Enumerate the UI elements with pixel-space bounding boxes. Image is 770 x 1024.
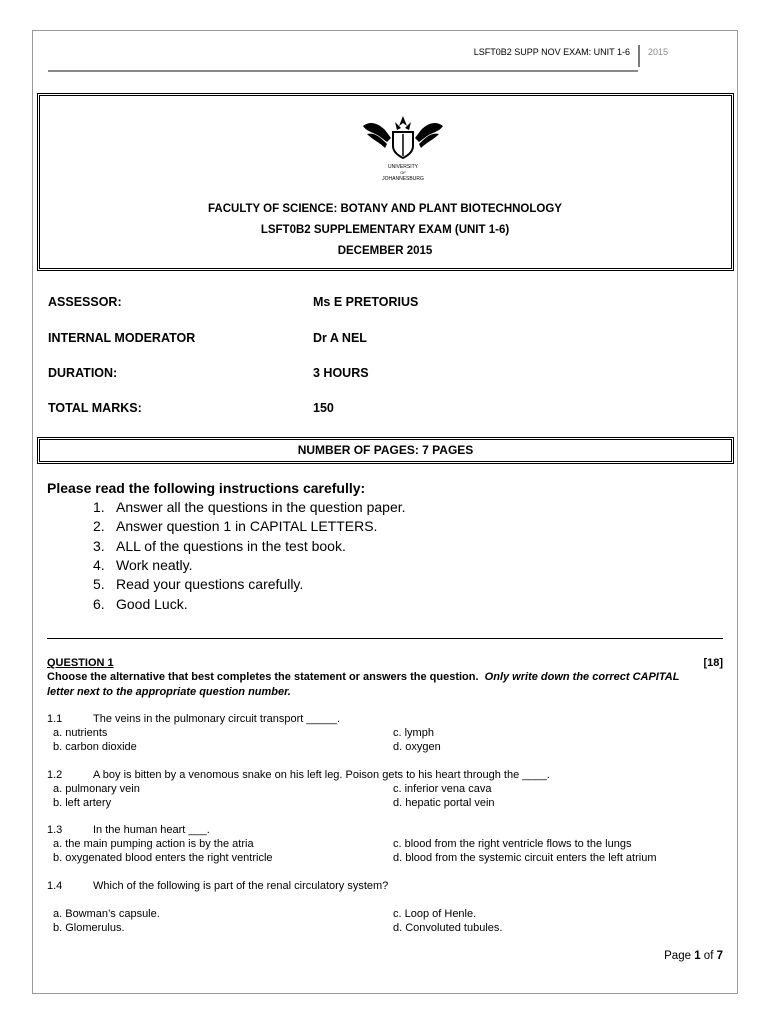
option-a: a. the main pumping action is by the atria xyxy=(53,838,254,850)
option-d: d. hepatic portal vein xyxy=(393,797,495,809)
instruction-item xyxy=(93,557,193,573)
exam-date: DECEMBER 2015 xyxy=(337,245,433,257)
instruction-number: 1. xyxy=(93,499,105,515)
header-separator xyxy=(638,45,640,67)
question-number: 1.1 xyxy=(47,713,63,725)
question-title: QUESTION 1 xyxy=(47,657,114,669)
option-d: d. blood from the systemic circuit enters the left atrium xyxy=(393,852,657,864)
running-header xyxy=(0,45,770,65)
instruction-item xyxy=(93,518,377,534)
question-text: A boy is bitten by a venomous snake on his left leg. Poison gets to his heart through the ____. xyxy=(93,769,550,781)
university-logo-icon xyxy=(357,112,449,184)
instruction-text: ALL of the questions in the test book. xyxy=(116,538,346,554)
moderator-value: Dr A NEL xyxy=(313,331,367,345)
header-code: LSFT0B2 SUPP NOV EXAM: UNIT 1-6 xyxy=(473,47,630,57)
faculty-title: FACULTY OF SCIENCE: BOTANY AND PLANT BIOTECHNOLOGY xyxy=(208,203,562,215)
option-d: d. Convoluted tubules. xyxy=(393,922,503,934)
question-instruction xyxy=(47,670,707,700)
option-d: d. oxygen xyxy=(393,741,441,753)
question-text: In the human heart ___. xyxy=(93,824,210,836)
question-stem xyxy=(47,769,550,781)
assessor-value: Ms E PRETORIUS xyxy=(313,295,419,309)
option-b: b. oxygenated blood enters the right ventricle xyxy=(53,852,273,864)
total-pages: 7 xyxy=(716,950,723,962)
current-page: 1 xyxy=(694,950,701,962)
logo-text-johannesburg: JOHANNESBURG xyxy=(382,176,424,182)
instruction-text: Good Luck. xyxy=(116,596,188,612)
question-text: Which of the following is part of the renal circulatory system? xyxy=(93,880,389,892)
question-number: 1.2 xyxy=(47,769,63,781)
option-a: a. pulmonary vein xyxy=(53,783,140,795)
question-stem xyxy=(47,824,210,836)
instruction-text: Answer question 1 in CAPITAL LETTERS. xyxy=(116,518,378,534)
question-text: The veins in the pulmonary circuit transport _____. xyxy=(93,713,341,725)
option-c: c. blood from the right ventricle flows to the lungs xyxy=(393,838,632,850)
of-word: of xyxy=(703,950,714,962)
option-b: b. left artery xyxy=(53,797,112,809)
moderator-label: INTERNAL MODERATOR xyxy=(48,331,196,345)
instruction-text: Answer all the questions in the question paper. xyxy=(116,499,406,515)
instruction-italic: Only write down the correct CAPITAL letter next to the appropriate question number. xyxy=(47,671,680,698)
option-b: b. Glomerulus. xyxy=(53,922,125,934)
instruction-number: 2. xyxy=(93,518,105,534)
section-divider xyxy=(47,638,723,639)
instruction-number: 6. xyxy=(93,596,105,612)
instruction-item xyxy=(93,576,303,592)
pages-banner: NUMBER OF PAGES: 7 PAGES xyxy=(37,437,734,464)
total-marks-label: TOTAL MARKS: xyxy=(48,401,142,415)
total-marks-value: 150 xyxy=(313,401,334,415)
option-a: a. Bowman’s capsule. xyxy=(53,908,160,920)
instruction-plain: Choose the alternative that best completes the statement or answers the question. xyxy=(47,671,479,683)
page-number xyxy=(664,950,723,962)
duration-label: DURATION: xyxy=(48,366,118,380)
instruction-text: Read your questions carefully. xyxy=(116,576,304,592)
option-c: c. lymph xyxy=(393,727,434,739)
question-number: 1.4 xyxy=(47,880,63,892)
question-stem xyxy=(47,880,388,892)
instruction-text: Work neatly. xyxy=(116,557,193,573)
header-year: 2015 xyxy=(648,47,669,57)
option-a: a. nutrients xyxy=(53,727,108,739)
instruction-item xyxy=(93,596,188,612)
logo-text-university: UNIVERSITY xyxy=(387,164,419,170)
instruction-item xyxy=(93,499,406,515)
exam-title: LSFT0B2 SUPPLEMENTARY EXAM (UNIT 1-6) xyxy=(260,224,510,236)
logo-text-of: OF xyxy=(400,170,406,175)
instruction-item xyxy=(93,538,346,554)
option-c: c. Loop of Henle. xyxy=(393,908,477,920)
question-stem xyxy=(47,713,340,725)
question-number: 1.3 xyxy=(47,824,63,836)
instructions-heading: Please read the following instructions carefully: xyxy=(47,480,366,496)
duration-value: 3 HOURS xyxy=(313,366,369,380)
instruction-number: 3. xyxy=(93,538,105,554)
option-c: c. inferior vena cava xyxy=(393,783,492,795)
question-marks: [18] xyxy=(703,657,723,669)
page-word: Page xyxy=(664,950,691,962)
header-rule xyxy=(48,70,638,72)
assessor-label: ASSESSOR: xyxy=(48,295,122,309)
instruction-number: 5. xyxy=(93,576,105,592)
option-b: b. carbon dioxide xyxy=(53,741,137,753)
instruction-number: 4. xyxy=(93,557,105,573)
